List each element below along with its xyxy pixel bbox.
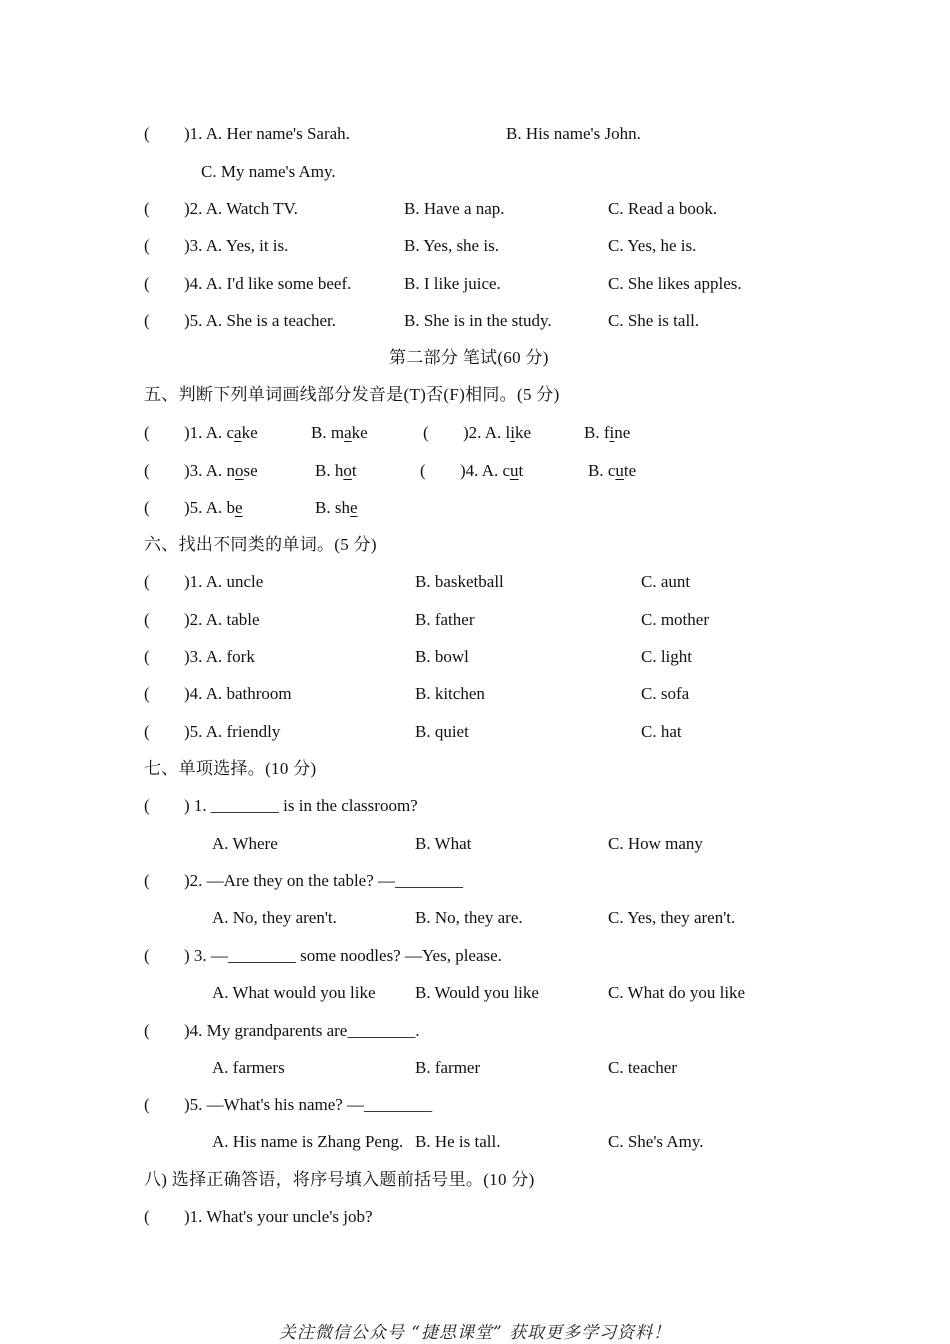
part-title: 第二部分 笔试(60 分) (389, 348, 549, 367)
part-title-row (0, 346, 950, 370)
option-c: C. She's Amy. (608, 1132, 704, 1151)
option-b: B. What (415, 834, 472, 853)
word-b: B. make (311, 423, 368, 442)
section-heading: 六、找出不同类的单词。(5 分) (144, 535, 377, 554)
option-a: )4. A. I'd like some beef. (184, 274, 352, 293)
answer-paren: ( (144, 1095, 150, 1114)
listening-item-4 (0, 272, 950, 296)
section-5-row-3 (0, 496, 950, 520)
section-7-heading-row (0, 757, 950, 781)
option-c: C. teacher (608, 1058, 677, 1077)
option-a: )3. A. Yes, it is. (184, 236, 289, 255)
option-a: A. His name is Zhang Peng. (212, 1132, 404, 1151)
word-b: B. cute (588, 461, 637, 480)
answer-paren: ( (144, 684, 150, 703)
footer-note: 关注微信公众号 “捷思课堂” 获取更多学习资料！ (278, 1323, 672, 1343)
answer-paren: ( (144, 610, 150, 629)
section-5-heading-row (0, 383, 950, 407)
option-c: C. light (641, 647, 693, 666)
option-c: C. She is tall. (608, 311, 700, 330)
answer-paren: ( (144, 236, 150, 255)
section-7-options-1 (0, 832, 950, 856)
option-b: B. quiet (415, 722, 469, 741)
option-a: )3. A. fork (184, 647, 255, 666)
answer-paren: ( (144, 796, 150, 815)
section-5-row-2 (0, 459, 950, 483)
answer-paren: ( (144, 124, 150, 143)
section-6-item-5 (0, 720, 950, 744)
option-c: C. She likes apples. (608, 274, 742, 293)
answer-paren: ( (144, 274, 150, 293)
section-7-options-3 (0, 981, 950, 1005)
option-a: )4. A. bathroom (184, 684, 292, 703)
answer-paren: ( (420, 461, 426, 480)
option-b: B. Would you like (415, 983, 539, 1002)
word-a: )3. A. nose (184, 461, 258, 480)
option-b: B. bowl (415, 647, 469, 666)
listening-item-5 (0, 309, 950, 333)
option-b: B. father (415, 610, 475, 629)
section-7-question-4 (0, 1019, 950, 1043)
option-a: A. No, they aren't. (212, 908, 337, 927)
question-text: )1. What's your uncle's job? (184, 1207, 373, 1226)
word-a: )5. A. be (184, 498, 243, 517)
question-text: )5. —What's his name? —________ (184, 1095, 433, 1114)
option-b: B. farmer (415, 1058, 481, 1077)
section-6-item-4 (0, 682, 950, 706)
option-b: B. His name's John. (506, 124, 641, 143)
listening-item-1-c (0, 160, 950, 184)
option-b: B. kitchen (415, 684, 485, 703)
section-6-item-3 (0, 645, 950, 669)
section-heading: 五、判断下列单词画线部分发音是(T)否(F)相同。(5 分) (144, 385, 560, 404)
option-a: A. Where (212, 834, 278, 853)
section-6-heading-row (0, 533, 950, 557)
answer-paren: ( (144, 461, 150, 480)
question-text: )4. My grandparents are________. (184, 1021, 420, 1040)
option-a: )1. A. Her name's Sarah. (184, 124, 350, 143)
section-7-question-2 (0, 869, 950, 893)
option-a: )5. A. friendly (184, 722, 281, 741)
word-b: B. she (315, 498, 358, 517)
answer-paren: ( (144, 946, 150, 965)
listening-item-1 (0, 122, 950, 146)
answer-paren: ( (144, 647, 150, 666)
section-6-item-2 (0, 608, 950, 632)
option-a: A. What would you like (212, 983, 376, 1002)
answer-paren: ( (144, 498, 150, 517)
option-a: )5. A. She is a teacher. (184, 311, 337, 330)
option-c: C. What do you like (608, 983, 746, 1002)
section-7-options-2 (0, 906, 950, 930)
section-7-question-3 (0, 944, 950, 968)
option-b: B. Have a nap. (404, 199, 505, 218)
section-7-options-5 (0, 1130, 950, 1154)
option-c: C. Yes, he is. (608, 236, 697, 255)
option-c: C. Yes, they aren't. (608, 908, 736, 927)
section-8-heading-row (0, 1168, 950, 1192)
listening-item-3 (0, 234, 950, 258)
section-7-question-1 (0, 794, 950, 818)
answer-paren: ( (144, 311, 150, 330)
answer-paren: ( (144, 722, 150, 741)
option-b: B. basketball (415, 572, 504, 591)
word-a: )1. A. cake (184, 423, 258, 442)
option-b: B. He is tall. (415, 1132, 501, 1151)
option-b: B. She is in the study. (404, 311, 552, 330)
option-b: B. Yes, she is. (404, 236, 499, 255)
word-a: )2. A. like (463, 423, 532, 442)
listening-item-2 (0, 197, 950, 221)
word-a: )4. A. cut (460, 461, 524, 480)
option-b: B. No, they are. (415, 908, 523, 927)
question-text: ) 1. ________ is in the classroom? (184, 796, 418, 815)
answer-paren: ( (144, 1207, 150, 1226)
option-c: C. mother (641, 610, 709, 629)
section-7-question-5 (0, 1093, 950, 1117)
answer-paren: ( (144, 1021, 150, 1040)
option-b: B. I like juice. (404, 274, 501, 293)
option-c: C. Read a book. (608, 199, 718, 218)
question-text: )2. —Are they on the table? —________ (184, 871, 464, 890)
word-b: B. fine (584, 423, 631, 442)
option-c: C. sofa (641, 684, 690, 703)
answer-paren: ( (144, 871, 150, 890)
option-c: C. hat (641, 722, 682, 741)
section-heading: 八) 选择正确答语，将序号填入题前括号里。(10 分) (144, 1170, 535, 1189)
section-6-item-1 (0, 570, 950, 594)
section-heading: 七、单项选择。(10 分) (144, 759, 317, 778)
option-a: )2. A. Watch TV. (184, 199, 298, 218)
section-8-question-1 (0, 1205, 950, 1229)
answer-paren: ( (144, 423, 150, 442)
section-7-options-4 (0, 1056, 950, 1080)
answer-paren: ( (423, 423, 429, 442)
option-a: )1. A. uncle (184, 572, 264, 591)
word-b: B. hot (315, 461, 357, 480)
option-c: C. My name's Amy. (201, 162, 336, 181)
option-c: C. How many (608, 834, 703, 853)
option-a: )2. A. table (184, 610, 260, 629)
section-5-row-1 (0, 421, 950, 445)
question-text: ) 3. —________ some noodles? —Yes, please. (184, 946, 502, 965)
answer-paren: ( (144, 572, 150, 591)
answer-paren: ( (144, 199, 150, 218)
option-a: A. farmers (212, 1058, 285, 1077)
option-c: C. aunt (641, 572, 691, 591)
